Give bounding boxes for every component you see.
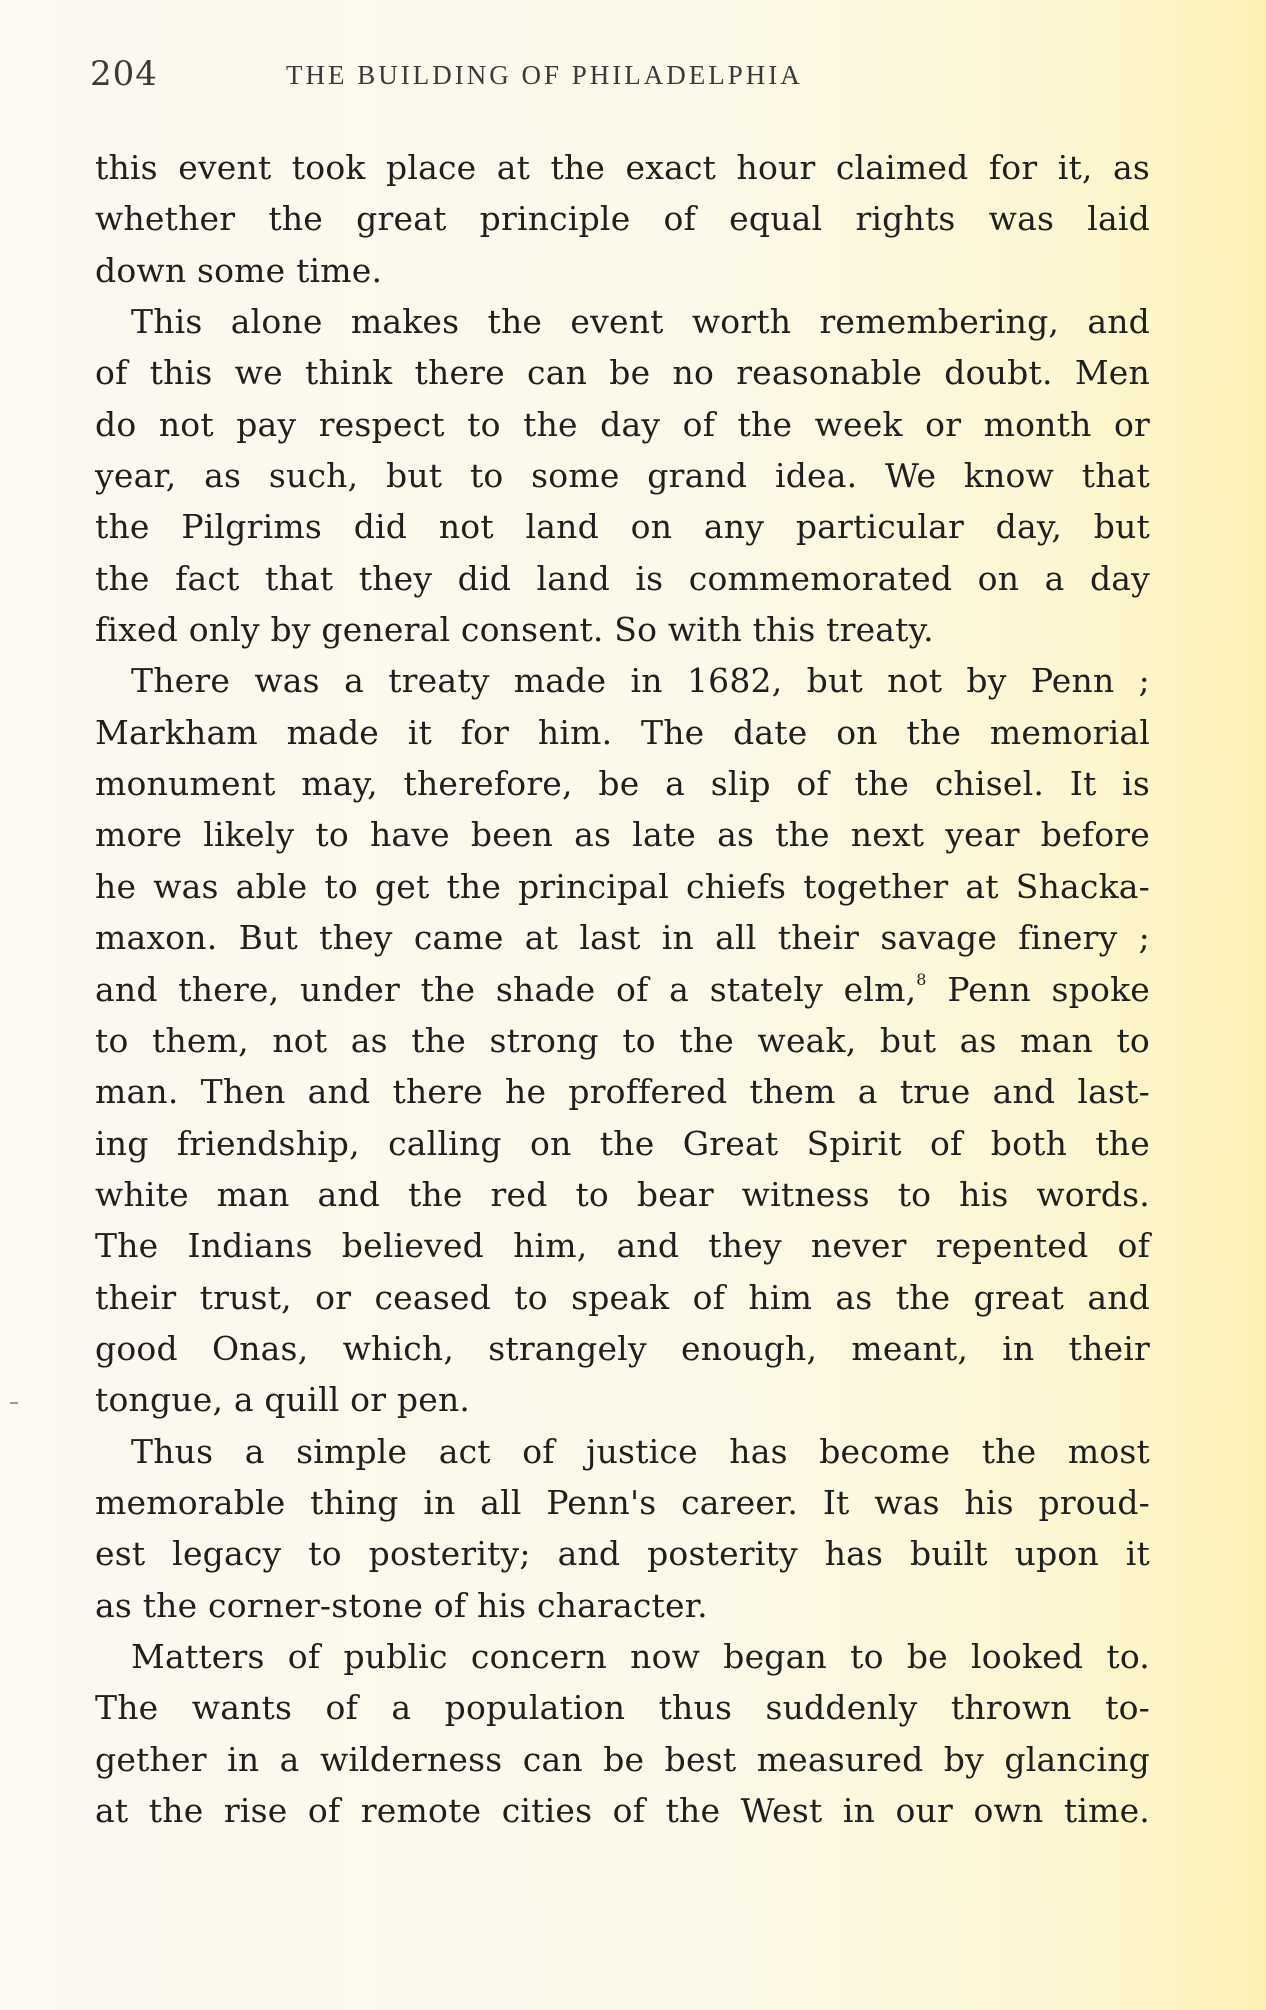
text-line [95, 964, 1150, 1015]
text-line: ing friendship, calling on the Great Spirit of both the [95, 1123, 1150, 1163]
footnote-mark: 8 [916, 969, 927, 989]
text-line: good Onas, which, strangely enough, meant, in their [95, 1328, 1150, 1368]
text-line-start: and there, under the shade of a stately elm, [95, 969, 917, 1009]
text-line: fixed only by general consent. So with this treaty. [95, 610, 934, 650]
text-line: the fact that they did land is commemorated on a day [95, 558, 1150, 598]
text-line: tongue, a quill or pen. [95, 1380, 471, 1420]
text-line: of this we think there can be no reasonable doubt. Men [95, 353, 1150, 393]
text-line: more likely to have been as late as the next year before [95, 815, 1150, 855]
running-head [90, 54, 1160, 104]
text-line: memorable thing in all Penn's career. It was his proud- [95, 1482, 1150, 1522]
text-line: gether in a wilderness can be best measured by glancing [95, 1739, 1150, 1779]
text-line: white man and the red to bear witness to his words. [95, 1174, 1150, 1214]
text-line: The Indians believed him, and they never repented of [95, 1226, 1150, 1266]
text-line: the Pilgrims did not land on any particular day, but [95, 507, 1150, 547]
text-line: at the rise of remote cities of the West in our own time. [95, 1791, 1150, 1830]
text-line: their trust, or ceased to speak of him as the great and [95, 1277, 1150, 1317]
text-line: The wants of a population thus suddenly thrown to- [95, 1688, 1150, 1728]
page-number: 204 [90, 54, 158, 94]
text-line: Matters of public concern now began to be looked to. [131, 1636, 1150, 1676]
text-line-end: Penn spoke [926, 969, 1151, 1009]
text-line: year, as such, but to some grand idea. We know that [95, 456, 1150, 496]
text-line: est legacy to posterity; and posterity has built upon it [95, 1534, 1150, 1574]
text-line: man. Then and there he proffered them a true and last- [95, 1072, 1150, 1112]
text-line: he was able to get the principal chiefs together at Shacka- [95, 866, 1150, 906]
text-line: as the corner-stone of his character. [95, 1585, 708, 1625]
text-line: Markham made it for him. The date on the memorial [95, 712, 1150, 752]
text-line: do not pay respect to the day of the week or month or [95, 404, 1150, 444]
text-line: monument may, therefore, be a slip of the chisel. It is [95, 764, 1150, 804]
text-line: This alone makes the event worth remembering, and [131, 302, 1150, 342]
text-line: maxon. But they came at last in all their savage finery ; [95, 918, 1150, 958]
running-title: THE BUILDING OF PHILADELPHIA [286, 60, 803, 90]
paragraph [95, 296, 1150, 655]
text-line: whether the great principle of equal rights was laid [95, 199, 1150, 239]
margin-mark [10, 1402, 18, 1404]
text-line: There was a treaty made in 1682, but not by Penn ; [131, 661, 1150, 701]
paragraph [95, 1631, 1150, 1836]
text-line: to them, not as the strong to the weak, but as man to [95, 1020, 1150, 1060]
paragraph [95, 655, 1150, 1425]
paragraph [95, 142, 1150, 296]
text-line: down some time. [95, 250, 383, 290]
paragraph [95, 1426, 1150, 1631]
text-line: Thus a simple act of justice has become the most [131, 1431, 1150, 1471]
text-line: this event took place at the exact hour claimed for it, as [95, 148, 1150, 187]
body-text [95, 142, 1150, 1836]
